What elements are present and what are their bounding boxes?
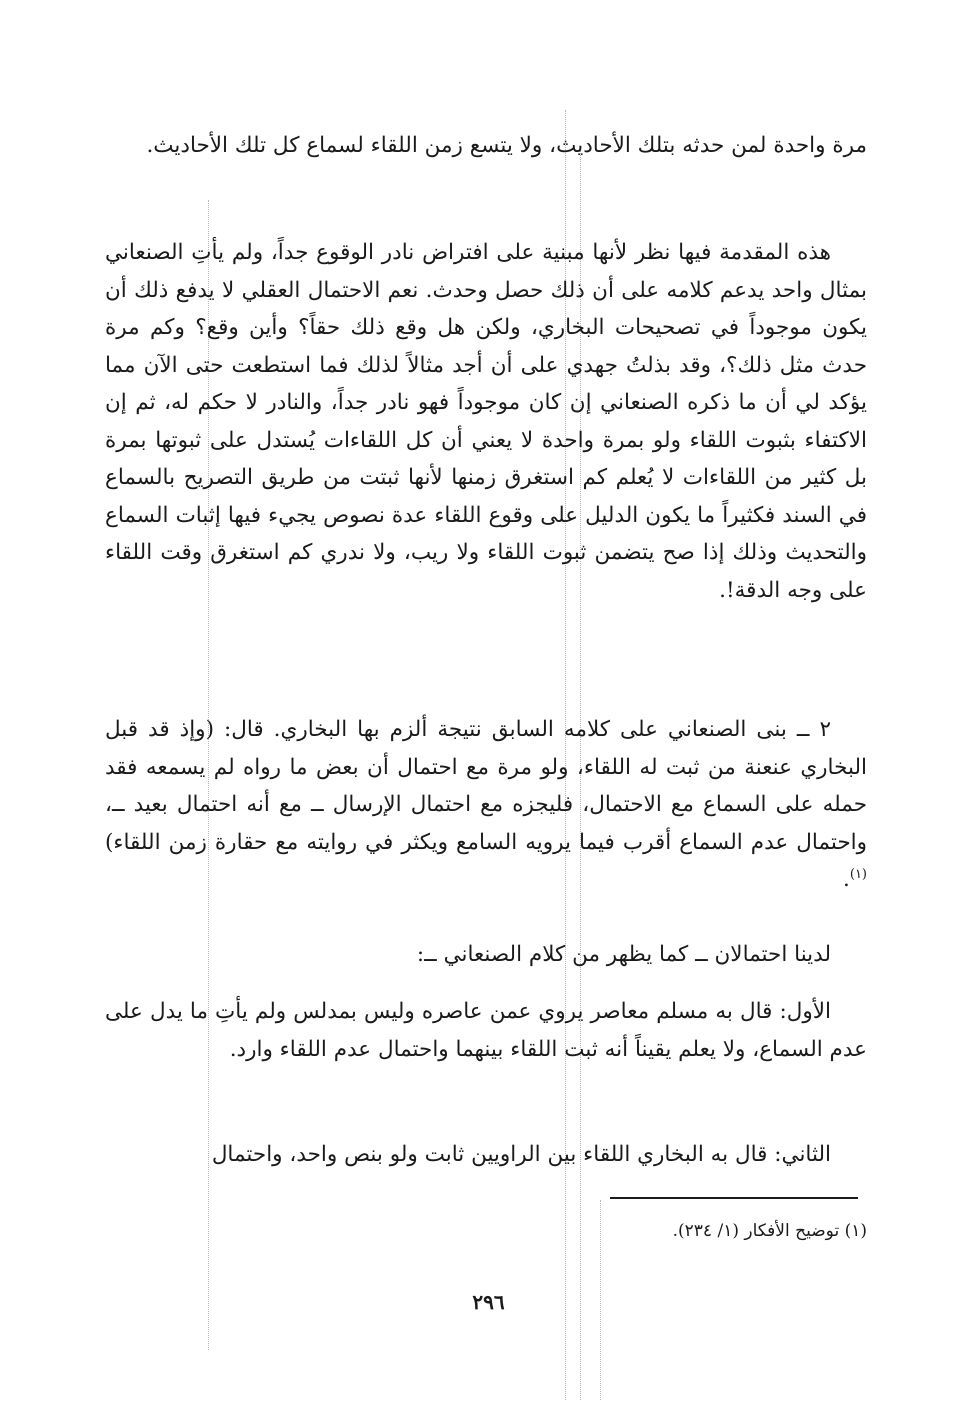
paragraph-first-possibility: الأول: قال به مسلم معاصر يروي عمن عاصره وليس بمدلس ولم يأتِ ما يدل على عدم السماع، ولا يعلم يقيناً أنه ثبت اللقاء بينهما واحتمال عدم اللقاء وارد. [105,999,867,1062]
footnote-ref-tail: . [843,867,850,892]
paragraph-continuation: مرة واحدة لمن حدثه بتلك الأحاديث، ولا يتسع زمن اللقاء لسماع كل تلك الأحاديث. [146,133,867,158]
paragraph-second-possibility: الثاني: قال به البخاري اللقاء بين الراويين ثابت ولو بنص واحد، واحتمال [211,1142,831,1167]
footnote-ref: (١) [849,866,867,882]
footnote-text: (١) توضيح الأفكار (١/ ٢٣٤). [672,1221,867,1241]
page-number: ٢٩٦ [472,1290,505,1314]
footnote-separator [610,1197,858,1199]
paragraph-critique: هذه المقدمة فيها نظر لأنها مبنية على افتراض نادر الوقوع جداً، ولم يأتِ الصنعاني بمثال واحد يدعم كلامه على أن ذلك حصل وحدث. نعم الاحتمال العقلي لا يدفع ذلك أن يكون موجوداً في تصحيحات البخاري، ولكن هل وقع ذلك حقاً؟ وأين وقع؟ وكم مرة حدث مثل ذلك؟، وقد بذلتُ جهدي على أن أجد مثالاً لذلك فما استطعت حتى الآن مما يؤكد لي أن ما ذكره الصنعاني إن كان موجوداً فهو نادر جداً، والنادر لا حكم له، ثم إن الاكتفاء بثبوت اللقاء ولو بمرة واحدة لا يعني أن كل اللقاءات يُستدل على ثبوتها بمرة بل كثير من اللقاءات لا يُعلم كم استغرق زمنها لأنها ثبتت من طريق التصريح بالسماع في السند فكثيراً ما يكون الدليل على وقوع اللقاء عدة نصوص يجيء فيها إثبات السماع والتحديث وذلك إذا صح يتضمن ثبوت اللقاء ولا ريب، ولا ندري كم استغرق وقت اللقاء على وجه الدقة!. [105,240,867,603]
paragraph-point-two [105,711,867,899]
paragraph-two-possibilities: لدينا احتمالان ــ كما يظهر من كلام الصنعاني ــ: [416,942,831,967]
quote-text: ٢ ــ بنى الصنعاني على كلامه السابق نتيجة ألزم بها البخاري. قال: (وإذ قد قبل البخاري عنعنة من ثبت له اللقاء، ولو مرة مع احتمال أن بعض ما رواه لم يسمعه فقد حمله على السماع مع الاحتمال، فليجزه مع احتمال الإرسال ــ مع أنه احتمال بعيد ــ، واحتمال عدم السماع أقرب فيما يرويه السامع ويكثر في روايته مع حقارة زمن اللقاء) [105,717,867,855]
